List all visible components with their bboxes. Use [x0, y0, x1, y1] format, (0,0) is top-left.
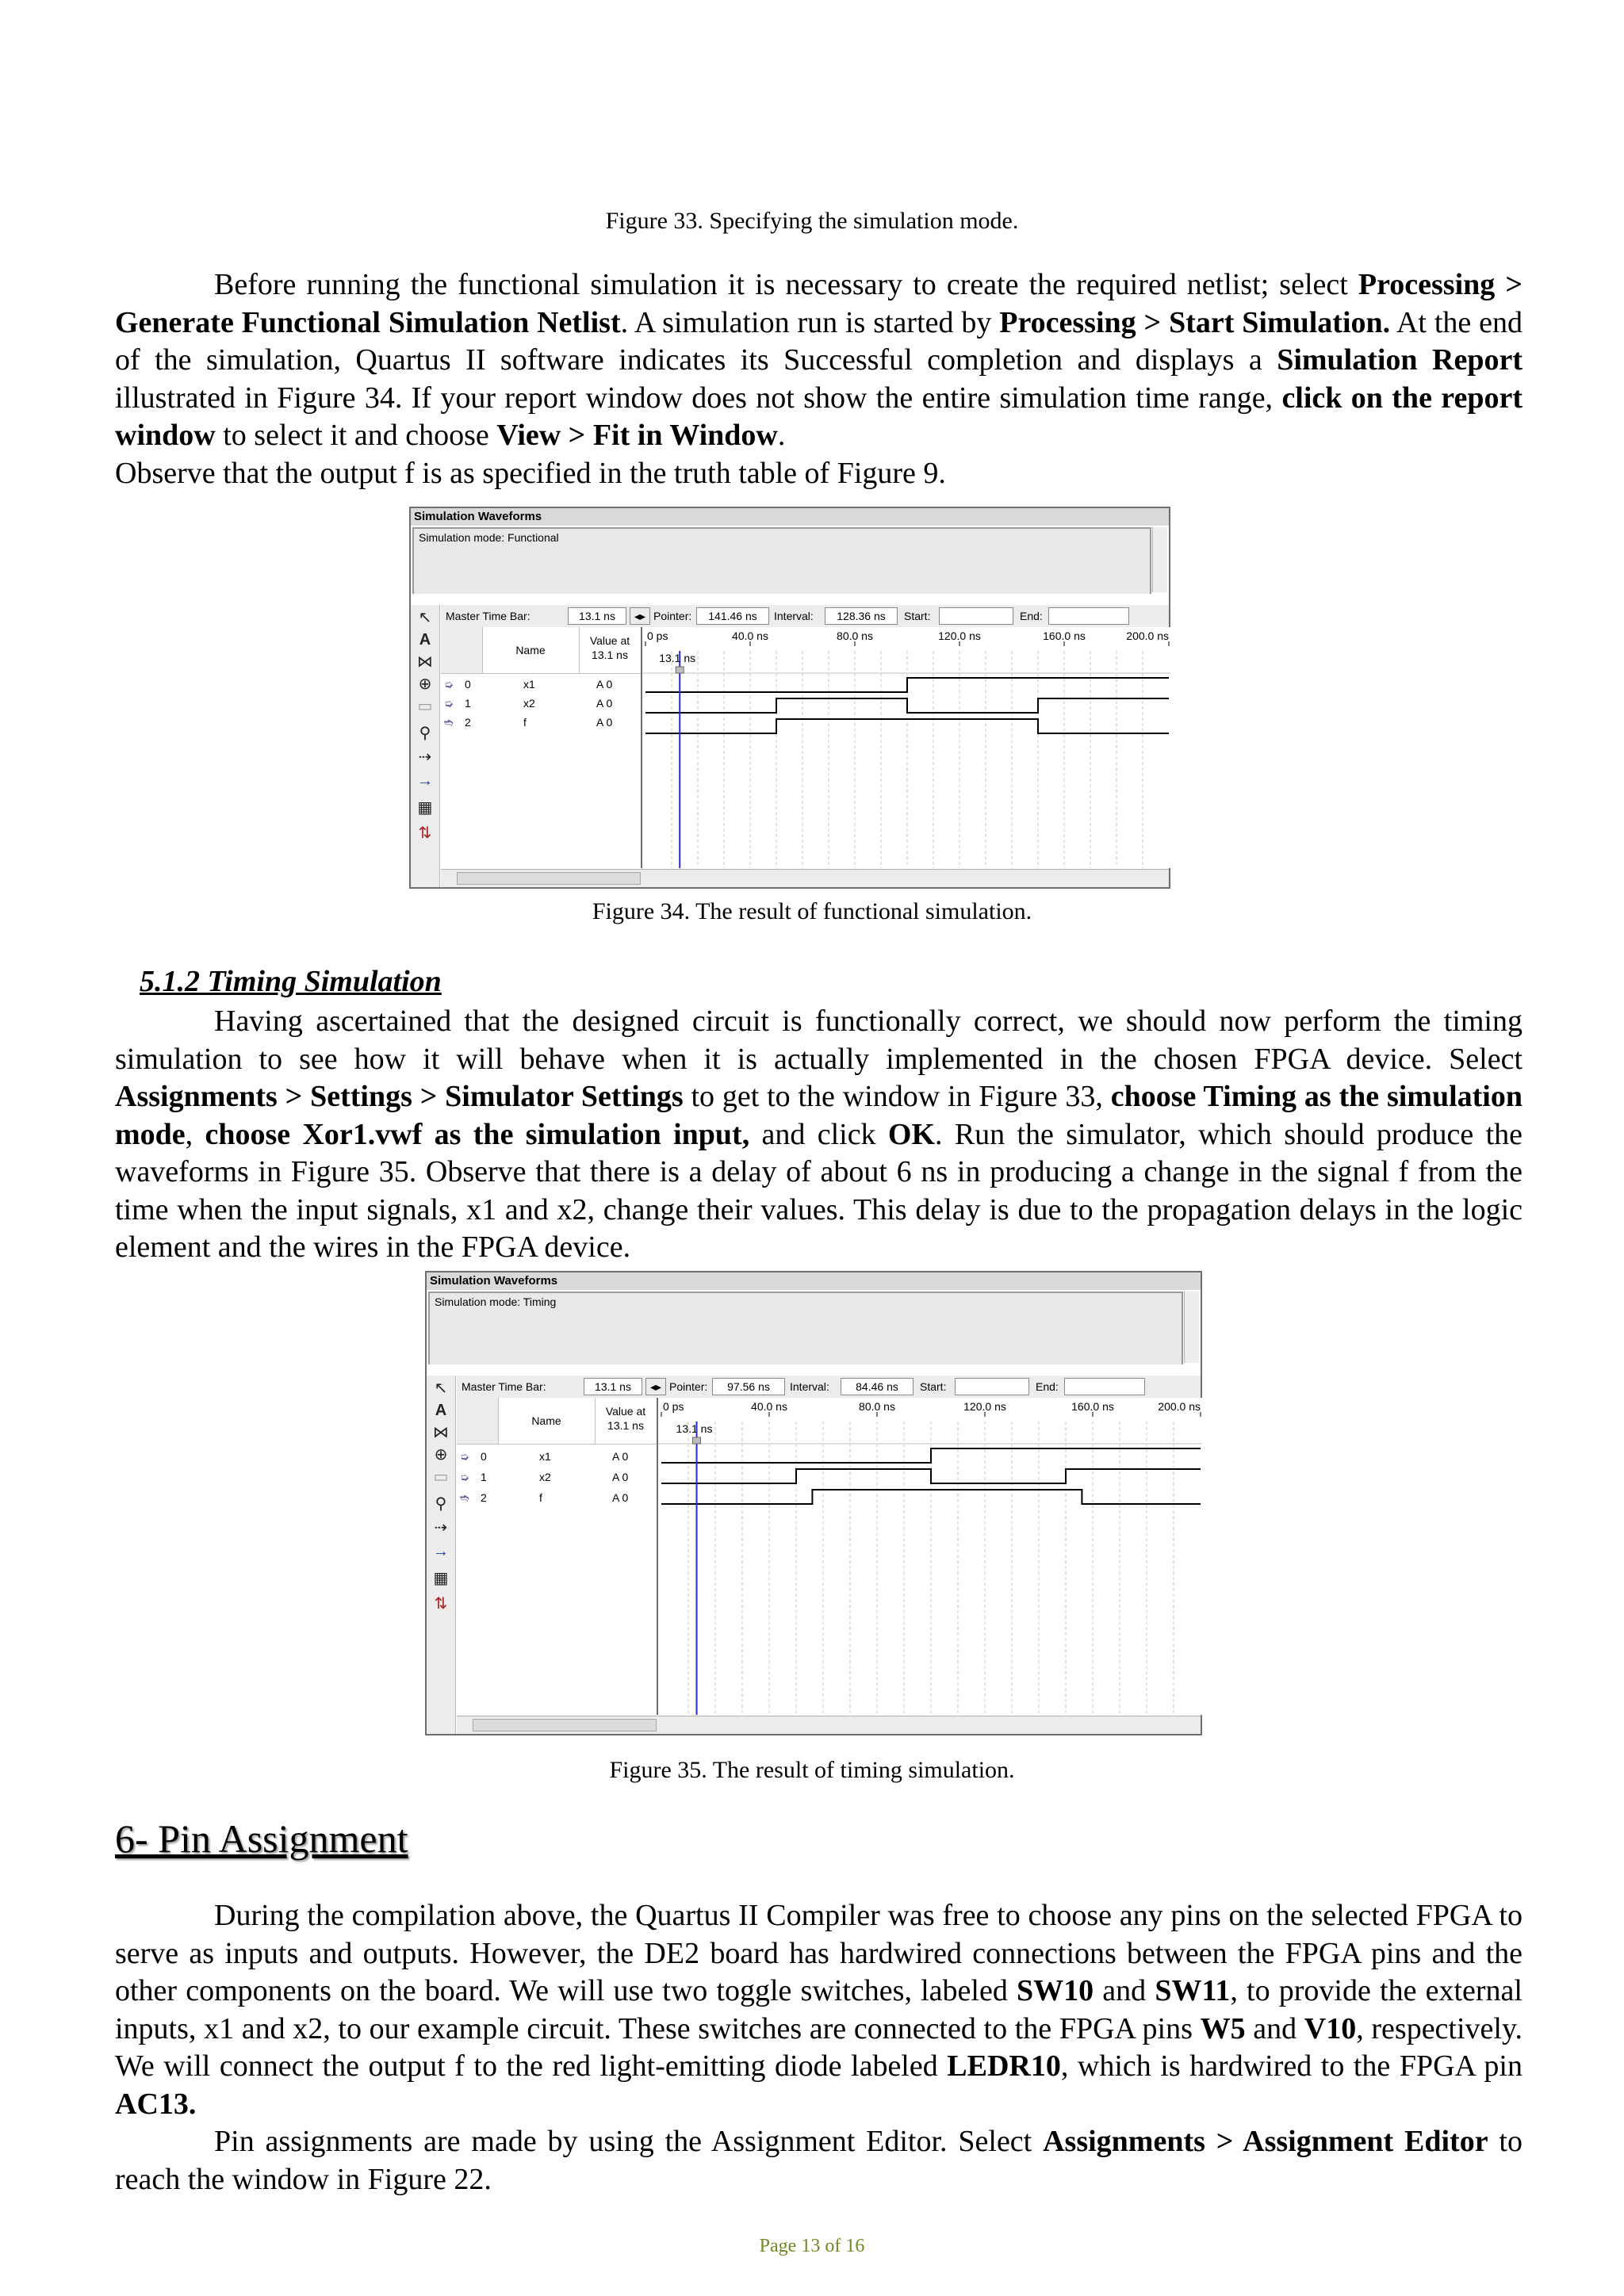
- full-screen-icon[interactable]: ▭: [417, 698, 433, 715]
- p1-text-6: .: [777, 419, 786, 452]
- signal-name: x1: [539, 1450, 551, 1463]
- interval-label: Interval:: [774, 610, 814, 622]
- interval-field[interactable]: 128.36 ns: [825, 607, 898, 625]
- section-heading: 6- Pin Assignment: [115, 1816, 408, 1861]
- value-column-header[interactable]: [579, 627, 642, 674]
- replace-icon[interactable]: ⇢: [434, 1519, 448, 1536]
- value-header-line-1: Value at: [589, 634, 630, 647]
- signal-row[interactable]: [457, 1468, 657, 1487]
- time-tick-label: 200.0 ns: [1126, 629, 1169, 642]
- time-tick-label: 0 ps: [647, 629, 668, 642]
- horizontal-scrollbar[interactable]: [457, 1716, 1201, 1734]
- time-bar: [457, 1376, 1201, 1399]
- panel-gap: [411, 594, 1169, 605]
- sort-icon[interactable]: ⇅: [418, 825, 432, 842]
- p3-text-1: During the compilation above, the Quartus II Compiler was free to choose any pins on the selected FPGA to serve as inputs and outputs. However, the DE2 board has hardwired connections between the FPGA pins and the other components on the board. We will use two toggle switches, labeled: [115, 1899, 1522, 2007]
- time-tick-label: 0 ps: [663, 1400, 684, 1413]
- p3-bold-6: AC13.: [115, 2087, 197, 2121]
- time-tick-label: 200.0 ns: [1158, 1400, 1201, 1413]
- output-pin-icon: ➬: [460, 1491, 469, 1504]
- simulation-mode-panel[interactable]: Simulation mode: Timing: [428, 1292, 1183, 1368]
- full-screen-icon[interactable]: ▭: [433, 1468, 449, 1486]
- figure-35-caption: Figure 35. The result of timing simulation.: [609, 1757, 1015, 1783]
- cursor-handle: [693, 1437, 701, 1444]
- interval-label: Interval:: [790, 1380, 829, 1393]
- time-bar: [441, 605, 1169, 628]
- selection-tool-icon[interactable]: ↖: [418, 609, 432, 626]
- value-header-line-2: 13.1 ns: [592, 649, 628, 661]
- names-scroll-thumb[interactable]: [457, 872, 641, 885]
- time-tick-label: 120.0 ns: [963, 1400, 1006, 1413]
- signal-names-pane: [457, 1398, 657, 1715]
- paragraph-assignment-editor: [115, 2123, 1522, 2198]
- p1-bold-3: Simulation Report: [1277, 343, 1522, 377]
- p3-text-4: and: [1245, 2011, 1304, 2045]
- p1-line-2: Observe that the output f is as specified in the truth table of Figure 9.: [115, 456, 946, 490]
- name-column-header[interactable]: Name: [482, 627, 580, 674]
- text-tool-icon[interactable]: A: [435, 1402, 447, 1419]
- signal-row[interactable]: [441, 675, 641, 694]
- p1-bold-5: View > Fit in Window: [496, 419, 778, 452]
- grid-icon[interactable]: ▦: [433, 1570, 449, 1587]
- zoom-tool-icon[interactable]: ⊕: [434, 1446, 448, 1464]
- time-tick-label: 40.0 ns: [732, 629, 768, 642]
- page-footer: Page 13 of 16: [759, 2236, 865, 2256]
- p3-bold-4: V10: [1304, 2011, 1357, 2045]
- signal-value: A 0: [612, 1450, 629, 1463]
- waveform-toolbar: [427, 1376, 456, 1734]
- waveform-display[interactable]: [641, 627, 1170, 868]
- p1-bold-4: click on the report window: [115, 381, 1522, 452]
- mode-panel-scrollbar[interactable]: [1184, 1292, 1199, 1363]
- subsection-heading: 5.1.2 Timing Simulation: [140, 965, 442, 998]
- mode-panel-scrollbar[interactable]: [1152, 527, 1167, 592]
- text-tool-icon[interactable]: A: [419, 631, 431, 649]
- waveform-toolbar: [411, 605, 440, 887]
- time-tick-label: 120.0 ns: [938, 629, 981, 642]
- p1-text-2: . A simulation run is started by: [620, 305, 1000, 339]
- p3-bold-1: SW10: [1017, 1974, 1094, 2007]
- start-field[interactable]: [939, 607, 1013, 625]
- value-header-line-2: 13.1 ns: [607, 1419, 644, 1432]
- p3-bold-5: LEDR10: [947, 2049, 1061, 2083]
- signal-index: 0: [465, 678, 471, 691]
- signal-row[interactable]: [457, 1488, 657, 1507]
- signal-name: x2: [523, 697, 535, 710]
- zoom-tool-icon[interactable]: ⊕: [418, 675, 432, 693]
- time-tick-label: 80.0 ns: [837, 629, 873, 642]
- p3-text-2: and: [1094, 1974, 1155, 2007]
- grid-icon[interactable]: ▦: [417, 799, 433, 817]
- figure-34-caption: Figure 34. The result of functional simulation.: [592, 898, 1032, 924]
- signal-row[interactable]: [457, 1447, 657, 1466]
- figure-33-caption: Figure 33. Specifying the simulation mode.: [605, 208, 1019, 234]
- row-index-header: [457, 1398, 499, 1445]
- input-pin-icon: ➭: [460, 1450, 469, 1463]
- signal-value: A 0: [612, 1471, 629, 1483]
- timing-simulation-window: [425, 1271, 1202, 1735]
- time-tick-label: 40.0 ns: [751, 1400, 787, 1413]
- pointer-label: Pointer:: [653, 610, 692, 622]
- simulation-mode-panel[interactable]: Simulation mode: Functional: [412, 527, 1151, 597]
- p3-text-6: , which is hardwired to the FPGA pin: [1060, 2049, 1522, 2083]
- selection-tool-icon[interactable]: ↖: [434, 1380, 448, 1397]
- end-label: End:: [1036, 1380, 1059, 1393]
- p2-text-2: to get to the window in Figure 33,: [683, 1080, 1111, 1113]
- signal-name: f: [539, 1491, 542, 1504]
- master-time-bar-label: Master Time Bar:: [462, 1380, 546, 1393]
- signal-value: A 0: [596, 716, 613, 729]
- master-time-bar-field[interactable]: 13.1 ns: [568, 607, 626, 625]
- cursor-label: 13.1 ns: [659, 652, 696, 664]
- cursor-label: 13.1 ns: [676, 1422, 713, 1435]
- p2-bold-4: OK: [887, 1117, 936, 1151]
- signal-index: 2: [465, 716, 471, 729]
- signal-value: A 0: [596, 697, 613, 710]
- window-title: Simulation Waveforms: [411, 508, 1169, 526]
- signal-index: 2: [481, 1491, 487, 1504]
- row-index-header: [441, 627, 483, 674]
- signal-value: A 0: [612, 1491, 629, 1504]
- cursor-handle: [676, 667, 684, 673]
- interval-field[interactable]: 84.46 ns: [841, 1378, 914, 1395]
- start-field[interactable]: [955, 1378, 1029, 1395]
- functional-simulation-window: [409, 507, 1170, 889]
- pointer-label: Pointer:: [669, 1380, 708, 1393]
- name-column-header[interactable]: Name: [498, 1398, 596, 1445]
- assign-value-icon[interactable]: →: [417, 772, 433, 790]
- p1-text-5: to select it and choose: [215, 419, 497, 452]
- window-title: Simulation Waveforms: [427, 1272, 1201, 1290]
- signal-index: 1: [481, 1471, 487, 1483]
- sort-icon[interactable]: ⇅: [434, 1595, 448, 1613]
- pointer-field[interactable]: 141.46 ns: [696, 607, 769, 625]
- time-tick-label: 160.0 ns: [1071, 1400, 1114, 1413]
- time-tick-label: 80.0 ns: [859, 1400, 895, 1413]
- end-field[interactable]: [1064, 1378, 1145, 1395]
- signal-name: x2: [539, 1471, 551, 1483]
- time-bar-arrows[interactable]: ◂▸: [630, 607, 650, 625]
- p2-text-1: Having ascertained that the designed circuit is functionally correct, we should now perform the timing simulation to see how it will behave when it is actually implemented in the chosen FPGA device. Select: [115, 1004, 1522, 1076]
- signal-index: 0: [481, 1450, 487, 1463]
- signal-value: A 0: [596, 678, 613, 691]
- p2-bold-2: choose Timing as the simulation mode: [115, 1080, 1522, 1151]
- assign-value-icon[interactable]: →: [433, 1543, 449, 1560]
- p4-text-2: to reach the window in Figure 22.: [115, 2125, 1522, 2196]
- names-scroll-thumb[interactable]: [473, 1719, 657, 1732]
- signal-name: f: [523, 716, 527, 729]
- start-label: Start:: [904, 610, 931, 622]
- end-label: End:: [1020, 610, 1043, 622]
- p2-text-5: . Run the simulator, which should produce the waveforms in Figure 35. Observe that there is a delay of about 6 ns in producing a change in the signal f from the time when the input signals, x1 and x2, change their values. This delay is due to the propagation delays in the logic element and the wires in the FPGA device.: [115, 1117, 1523, 1264]
- p2-text-3: ,: [185, 1117, 205, 1151]
- p1-bold-2: Processing > Start Simulation.: [999, 305, 1391, 339]
- input-pin-icon: ➭: [444, 697, 454, 710]
- time-tick-label: 160.0 ns: [1043, 629, 1086, 642]
- waveform-display[interactable]: [657, 1398, 1202, 1715]
- input-pin-icon: ➭: [460, 1471, 469, 1483]
- p4-text-1: Pin assignments are made by using the Assignment Editor. Select: [214, 2125, 1044, 2158]
- signal-index: 1: [465, 697, 471, 710]
- p2-bold-3: choose Xor1.vwf as the simulation input,: [205, 1117, 750, 1151]
- p4-bold-1: Assignments > Assignment Editor: [1043, 2125, 1488, 2158]
- p3-bold-3: W5: [1200, 2011, 1246, 2045]
- p3-text-3: , to provide the external inputs, x1 and x2, to our example circuit. These switches are connected to the FPGA pins: [115, 1974, 1522, 2045]
- master-time-bar-field[interactable]: 13.1 ns: [584, 1378, 642, 1395]
- signal-row[interactable]: [441, 694, 641, 713]
- p2-text-4: and click: [749, 1117, 888, 1151]
- signal-name: x1: [523, 678, 535, 691]
- master-time-bar-label: Master Time Bar:: [446, 610, 530, 622]
- paragraph-timing-simulation: [115, 1003, 1522, 1267]
- signal-row[interactable]: [441, 713, 641, 732]
- find-icon[interactable]: ⚲: [419, 725, 431, 742]
- signal-names-pane: [441, 627, 641, 868]
- time-bar-arrows[interactable]: ◂▸: [645, 1378, 666, 1395]
- waveform-x2: [645, 698, 1169, 713]
- replace-icon[interactable]: ⇢: [418, 748, 432, 766]
- waveform-x2: [661, 1469, 1201, 1483]
- pointer-field[interactable]: 97.56 ns: [712, 1378, 785, 1395]
- p2-bold-1: Assignments > Settings > Simulator Settings: [115, 1080, 684, 1113]
- end-field[interactable]: [1048, 607, 1129, 625]
- start-label: Start:: [920, 1380, 947, 1393]
- paragraph-pin-assignment: [115, 1897, 1522, 2123]
- p3-text-5: , respectively. We will connect the output f to the red light-emitting diode labeled: [115, 2011, 1522, 2083]
- value-header-line-1: Value at: [605, 1405, 646, 1418]
- p1-text-4: illustrated in Figure 34. If your report window does not show the entire simulation time range,: [115, 381, 1282, 415]
- p3-bold-2: SW11: [1155, 1974, 1231, 2007]
- paragraph-functional-simulation: [115, 266, 1522, 492]
- input-pin-icon: ➭: [444, 678, 454, 691]
- waveform-editing-tool-icon[interactable]: ⋈: [433, 1424, 449, 1441]
- value-column-header[interactable]: [595, 1398, 657, 1445]
- output-pin-icon: ➬: [444, 716, 454, 729]
- p1-bold-1: Processing > Generate Functional Simulation Netlist: [115, 268, 1522, 339]
- find-icon[interactable]: ⚲: [435, 1495, 447, 1513]
- horizontal-scrollbar[interactable]: [441, 869, 1169, 887]
- p1-text-1: Before running the functional simulation it is necessary to create the required netlist; select: [214, 268, 1358, 301]
- p1-text-3: At the end of the simulation, Quartus II software indicates its Successful completion and displays a: [115, 305, 1522, 377]
- waveform-editing-tool-icon[interactable]: ⋈: [417, 653, 433, 671]
